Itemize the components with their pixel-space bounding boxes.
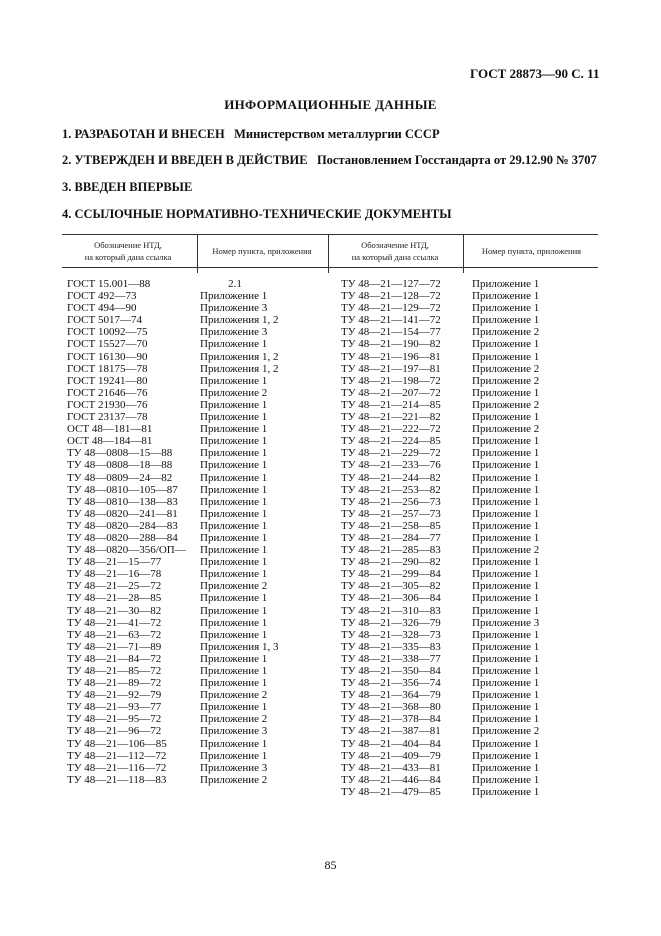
table-cell-designation: ТУ 48—21—284—77 xyxy=(341,531,441,544)
section-text: Министерством металлургии СССР xyxy=(234,127,440,141)
table-cell-clause: Приложение 2 xyxy=(472,374,540,387)
table-cell-designation: ТУ 48—21—253—82 xyxy=(341,483,441,496)
section-heading: 2. УТВЕРЖДЕН И ВВЕДЕН В ДЕЙСТВИЕ xyxy=(62,153,308,167)
table-cell-designation: ТУ 48—21—256—73 xyxy=(341,495,441,508)
table-cell-designation: ГОСТ 10092—75 xyxy=(67,326,148,339)
table-cell-designation: ТУ 48—21—141—72 xyxy=(341,314,441,327)
table-cell-designation: ТУ 48—21—310—83 xyxy=(341,604,441,617)
table-cell-designation: ГОСТ 23137—78 xyxy=(67,411,148,424)
table-cell-clause: 2.1 xyxy=(228,278,242,290)
table-cell-designation: ТУ 48—21—214—85 xyxy=(341,398,441,411)
table-cell-designation: ТУ 48—21—71—89 xyxy=(67,640,162,653)
table-cell-clause: Приложение 1 xyxy=(200,471,268,484)
header-designation-right xyxy=(328,235,461,267)
table-cell-designation: ГОСТ 18175—78 xyxy=(67,362,148,375)
table-cell-designation: ГОСТ 21646—76 xyxy=(67,386,148,399)
table-cell-designation: ТУ 48—0820—284—83 xyxy=(67,519,178,532)
table-cell-designation: ТУ 48—21—285—83 xyxy=(341,544,441,557)
page-number: 85 xyxy=(324,858,337,872)
header-clause-left xyxy=(197,235,326,267)
table-cell-clause: Приложение 1 xyxy=(200,507,268,520)
table-cell-designation: ТУ 48—21—224—85 xyxy=(341,435,441,448)
table-cell-designation: ТУ 48—21—207—72 xyxy=(341,386,441,399)
table-cell-clause: Приложение 1 xyxy=(472,495,540,508)
table-cell-clause: Приложение 1 xyxy=(472,640,540,653)
table-cell-designation: ТУ 48—21—92—79 xyxy=(67,689,162,702)
table-cell-clause: Приложение 3 xyxy=(200,302,268,315)
table-cell-clause: Приложение 1 xyxy=(200,290,268,303)
header-clause-right xyxy=(463,235,599,267)
column-divider xyxy=(463,268,464,273)
table-cell-clause: Приложение 1 xyxy=(472,350,540,363)
table-cell-clause: Приложение 1 xyxy=(472,677,540,690)
header-line: Обозначение НТД, xyxy=(361,240,429,250)
header-designation-left xyxy=(62,235,194,267)
table-cell-designation: ТУ 48—21—85—72 xyxy=(67,665,162,677)
table-header xyxy=(62,234,598,268)
table-cell-designation: ТУ 48—0809—24—82 xyxy=(67,471,173,484)
table-cell-designation: ТУ 48—21—335—83 xyxy=(341,640,441,653)
table-cell-clause: Приложение 3 xyxy=(200,326,268,339)
column-designation-right xyxy=(341,278,441,798)
table-cell-designation: ТУ 48—21—446—84 xyxy=(341,773,441,786)
table-cell-clause: Приложение 1 xyxy=(200,459,268,472)
table-cell-clause: Приложение 2 xyxy=(200,689,268,702)
header-line: Обозначение НТД, xyxy=(94,240,162,250)
table-cell-clause: Приложение 1 xyxy=(472,483,540,496)
table-cell-clause: Приложение 1 xyxy=(472,459,540,472)
column-designation-left xyxy=(67,278,186,786)
table-cell-designation: ГОСТ 5017—74 xyxy=(67,314,142,327)
reference-table xyxy=(62,234,598,798)
table-cell-clause: Приложение 3 xyxy=(472,616,540,629)
header-line: на который дана ссылка xyxy=(351,252,439,262)
page-header: ГОСТ 28873—90 С. 11 xyxy=(470,66,600,81)
table-cell-designation: ТУ 48—21—222—72 xyxy=(341,423,441,436)
table-cell-clause: Приложение 1 xyxy=(472,628,540,641)
table-cell-clause: Приложение 1 xyxy=(200,338,268,351)
table-cell-designation: ТУ 48—21—63—72 xyxy=(67,628,162,641)
table-cell-clause: Приложение 1 xyxy=(200,665,268,677)
table-cell-designation: ТУ 48—21—290—82 xyxy=(341,556,441,569)
table-cell-clause: Приложение 1 xyxy=(200,495,268,508)
table-cell-clause: Приложение 2 xyxy=(472,362,540,375)
table-cell-clause: Приложение 1 xyxy=(200,483,268,496)
table-cell-designation: ТУ 48—21—257—73 xyxy=(341,507,441,520)
table-cell-clause: Приложение 1 xyxy=(472,652,540,665)
table-cell-clause: Приложение 2 xyxy=(472,326,540,339)
table-cell-clause: Приложение 1 xyxy=(472,580,540,593)
table-cell-designation: ГОСТ 16130—90 xyxy=(67,350,148,363)
table-cell-designation: ТУ 48—21—41—72 xyxy=(67,616,162,629)
table-cell-designation: ОСТ 48—181—81 xyxy=(67,423,153,436)
table-cell-clause: Приложения 1, 2 xyxy=(200,350,279,363)
section-heading: 1. РАЗРАБОТАН И ВНЕСЕН xyxy=(62,127,225,141)
column-divider xyxy=(197,268,198,273)
table-cell-designation: ТУ 48—21—433—81 xyxy=(341,761,441,774)
table-cell-clause: Приложение 1 xyxy=(472,290,540,303)
table-cell-clause: Приложение 1 xyxy=(200,737,268,750)
table-cell-clause: Приложение 1 xyxy=(472,556,540,569)
table-cell-clause: Приложение 2 xyxy=(472,398,540,411)
table-cell-designation: ГОСТ 494—90 xyxy=(67,302,137,315)
table-cell-clause: Приложение 2 xyxy=(200,773,268,786)
column-divider xyxy=(328,268,329,273)
table-cell-designation: ТУ 48—0808—15—88 xyxy=(67,447,173,460)
table-cell-designation: ТУ 48—21—28—85 xyxy=(67,592,162,605)
table-cell-clause: Приложение 1 xyxy=(200,398,268,411)
table-cell-clause: Приложение 1 xyxy=(200,447,268,460)
table-cell-clause: Приложение 1 xyxy=(200,616,268,629)
table-cell-clause: Приложения 1, 2 xyxy=(200,314,279,327)
table-cell-designation: ТУ 48—0820—288—84 xyxy=(67,531,178,544)
table-cell-clause: Приложение 2 xyxy=(472,544,540,557)
table-cell-designation: ТУ 48—21—258—85 xyxy=(341,519,441,532)
table-cell-designation: ТУ 48—21—118—83 xyxy=(67,773,167,786)
table-cell-designation: ТУ 48—21—128—72 xyxy=(341,290,441,303)
table-cell-clause: Приложение 1 xyxy=(472,447,540,460)
table-cell-clause: Приложение 1 xyxy=(472,665,540,677)
table-cell-clause: Приложение 1 xyxy=(200,677,268,690)
table-cell-clause: Приложение 1 xyxy=(200,544,268,557)
table-cell-designation: ГОСТ 15.001—88 xyxy=(67,278,151,290)
table-cell-designation: ТУ 48—21—106—85 xyxy=(67,737,167,750)
table-cell-designation: ГОСТ 21930—76 xyxy=(67,398,148,411)
table-cell-designation: ТУ 48—0810—138—83 xyxy=(67,495,178,508)
table-cell-designation: ТУ 48—21—479—85 xyxy=(341,785,441,798)
table-cell-designation: ТУ 48—21—305—82 xyxy=(341,580,441,593)
table-cell-designation: ТУ 48—21—229—72 xyxy=(341,447,441,460)
table-cell-designation: ТУ 48—0820—356/ОП— xyxy=(67,544,186,557)
table-cell-designation: ТУ 48—21—364—79 xyxy=(341,689,441,702)
table-cell-clause: Приложение 1 xyxy=(472,737,540,750)
table-cell-designation: ТУ 48—0810—105—87 xyxy=(67,483,178,496)
table-cell-clause: Приложение 1 xyxy=(472,761,540,774)
table-cell-designation: ТУ 48—21—197—81 xyxy=(341,362,441,375)
table-cell-designation: ТУ 48—21—328—73 xyxy=(341,628,441,641)
section-introduced xyxy=(62,180,192,195)
table-cell-clause: Приложение 1 xyxy=(200,519,268,532)
table-cell-clause: Приложение 1 xyxy=(200,749,268,762)
table-cell-designation: ТУ 48—21—244—82 xyxy=(341,471,441,484)
table-cell-clause: Приложение 1 xyxy=(472,592,540,605)
table-cell-designation: ТУ 48—21—96—72 xyxy=(67,725,162,738)
table-cell-clause: Приложение 1 xyxy=(472,689,540,702)
table-cell-clause: Приложение 1 xyxy=(200,435,268,448)
table-cell-designation: ТУ 48—21—378—84 xyxy=(341,713,441,726)
table-cell-clause: Приложение 1 xyxy=(472,749,540,762)
column-clause-right xyxy=(472,278,539,798)
table-cell-designation: ТУ 48—21—350—84 xyxy=(341,665,441,677)
table-cell-clause: Приложение 1 xyxy=(472,568,540,581)
table-body xyxy=(62,268,598,798)
table-cell-designation: ТУ 48—21—116—72 xyxy=(67,761,167,774)
table-cell-designation: ТУ 48—21—129—72 xyxy=(341,302,441,315)
table-cell-clause: Приложение 1 xyxy=(472,411,540,424)
table-cell-clause: Приложения 1, 3 xyxy=(200,640,279,653)
table-cell-designation: ТУ 48—21—154—77 xyxy=(341,326,441,339)
table-cell-designation: ТУ 48—21—112—72 xyxy=(67,749,167,762)
table-cell-designation: ОСТ 48—184—81 xyxy=(67,435,153,448)
section-approved xyxy=(62,153,597,168)
table-cell-clause: Приложение 1 xyxy=(200,411,268,424)
table-cell-designation: ТУ 48—21—221—82 xyxy=(341,411,441,424)
table-cell-designation: ТУ 48—21—387—81 xyxy=(341,725,441,738)
table-cell-designation: ТУ 48—21—25—72 xyxy=(67,580,162,593)
table-cell-designation: ТУ 48—21—338—77 xyxy=(341,652,441,665)
table-cell-clause: Приложение 2 xyxy=(200,386,268,399)
table-cell-clause: Приложение 2 xyxy=(472,423,540,436)
column-clause-left xyxy=(200,278,278,786)
table-cell-clause: Приложение 1 xyxy=(200,556,268,569)
table-cell-clause: Приложение 1 xyxy=(472,701,540,714)
header-line: на который дана ссылка xyxy=(84,252,172,262)
table-cell-clause: Приложение 1 xyxy=(200,701,268,714)
table-cell-designation: ТУ 48—21—404—84 xyxy=(341,737,441,750)
table-cell-clause: Приложение 1 xyxy=(472,314,540,327)
table-cell-clause: Приложение 1 xyxy=(200,423,268,436)
section-text: Постановлением Госстандарта от 29.12.90 № 3707 xyxy=(316,153,597,167)
section-heading: 4. ССЫЛОЧНЫЕ НОРМАТИВНО-ТЕХНИЧЕСКИЕ ДОКУМЕНТЫ xyxy=(62,207,452,221)
table-cell-designation: ТУ 48—21—368—80 xyxy=(341,701,441,714)
table-cell-designation: ТУ 48—0808—18—88 xyxy=(67,459,173,472)
header-line: Номер пункта, приложения xyxy=(481,246,582,256)
table-cell-clause: Приложение 1 xyxy=(472,302,540,315)
table-cell-designation: ГОСТ 19241—80 xyxy=(67,374,148,387)
table-cell-clause: Приложение 1 xyxy=(200,568,268,581)
table-cell-clause: Приложение 3 xyxy=(200,761,268,774)
table-cell-clause: Приложение 1 xyxy=(472,604,540,617)
table-cell-clause: Приложение 1 xyxy=(200,531,268,544)
table-cell-designation: ГОСТ 15527—70 xyxy=(67,338,148,351)
section-developed-by xyxy=(62,127,440,142)
table-cell-clause: Приложение 1 xyxy=(200,628,268,641)
document-title: ИНФОРМАЦИОННЫЕ ДАННЫЕ xyxy=(224,97,437,112)
table-cell-clause: Приложение 2 xyxy=(200,713,268,726)
table-cell-clause: Приложение 1 xyxy=(472,278,540,290)
table-cell-designation: ТУ 48—0820—241—81 xyxy=(67,507,178,520)
table-cell-designation: ТУ 48—21—16—78 xyxy=(67,568,162,581)
table-cell-designation: ТУ 48—21—299—84 xyxy=(341,568,441,581)
table-cell-designation: ТУ 48—21—326—79 xyxy=(341,616,441,629)
table-cell-designation: ТУ 48—21—93—77 xyxy=(67,701,162,714)
table-cell-designation: ТУ 48—21—356—74 xyxy=(341,677,441,690)
table-cell-clause: Приложение 1 xyxy=(472,507,540,520)
table-cell-clause: Приложение 1 xyxy=(200,374,268,387)
section-references xyxy=(62,207,451,222)
table-cell-designation: ТУ 48—21—127—72 xyxy=(341,278,441,290)
header-line: Номер пункта, приложения xyxy=(212,246,312,256)
table-cell-clause: Приложение 1 xyxy=(472,471,540,484)
table-cell-clause: Приложение 2 xyxy=(200,580,268,593)
table-cell-designation: ТУ 48—21—198—72 xyxy=(341,374,441,387)
table-cell-clause: Приложение 1 xyxy=(200,652,268,665)
table-cell-clause: Приложение 1 xyxy=(472,785,540,798)
table-cell-clause: Приложение 1 xyxy=(472,386,540,399)
table-cell-clause: Приложение 1 xyxy=(472,713,540,726)
table-cell-designation: ТУ 48—21—15—77 xyxy=(67,556,162,569)
table-cell-clause: Приложение 1 xyxy=(200,592,268,605)
table-cell-designation: ТУ 48—21—30—82 xyxy=(67,604,162,617)
table-cell-designation: ТУ 48—21—409—79 xyxy=(341,749,441,762)
section-heading: 3. ВВЕДЕН ВПЕРВЫЕ xyxy=(62,180,193,194)
table-cell-designation: ТУ 48—21—233—76 xyxy=(341,459,441,472)
table-cell-clause: Приложение 2 xyxy=(472,725,540,738)
table-cell-clause: Приложение 1 xyxy=(200,604,268,617)
table-cell-designation: ТУ 48—21—306—84 xyxy=(341,592,441,605)
table-cell-designation: ТУ 48—21—84—72 xyxy=(67,652,162,665)
table-cell-clause: Приложение 1 xyxy=(472,773,540,786)
table-cell-clause: Приложение 1 xyxy=(472,435,540,448)
table-cell-clause: Приложение 1 xyxy=(472,531,540,544)
table-cell-designation: ТУ 48—21—190—82 xyxy=(341,338,441,351)
table-cell-clause: Приложение 1 xyxy=(472,519,540,532)
table-cell-designation: ГОСТ 492—73 xyxy=(67,290,137,303)
table-cell-designation: ТУ 48—21—95—72 xyxy=(67,713,162,726)
table-cell-designation: ТУ 48—21—89—72 xyxy=(67,677,162,690)
table-cell-designation: ТУ 48—21—196—81 xyxy=(341,350,441,363)
table-cell-clause: Приложение 3 xyxy=(200,725,268,738)
table-cell-clause: Приложения 1, 2 xyxy=(200,362,279,375)
table-cell-clause: Приложение 1 xyxy=(472,338,540,351)
